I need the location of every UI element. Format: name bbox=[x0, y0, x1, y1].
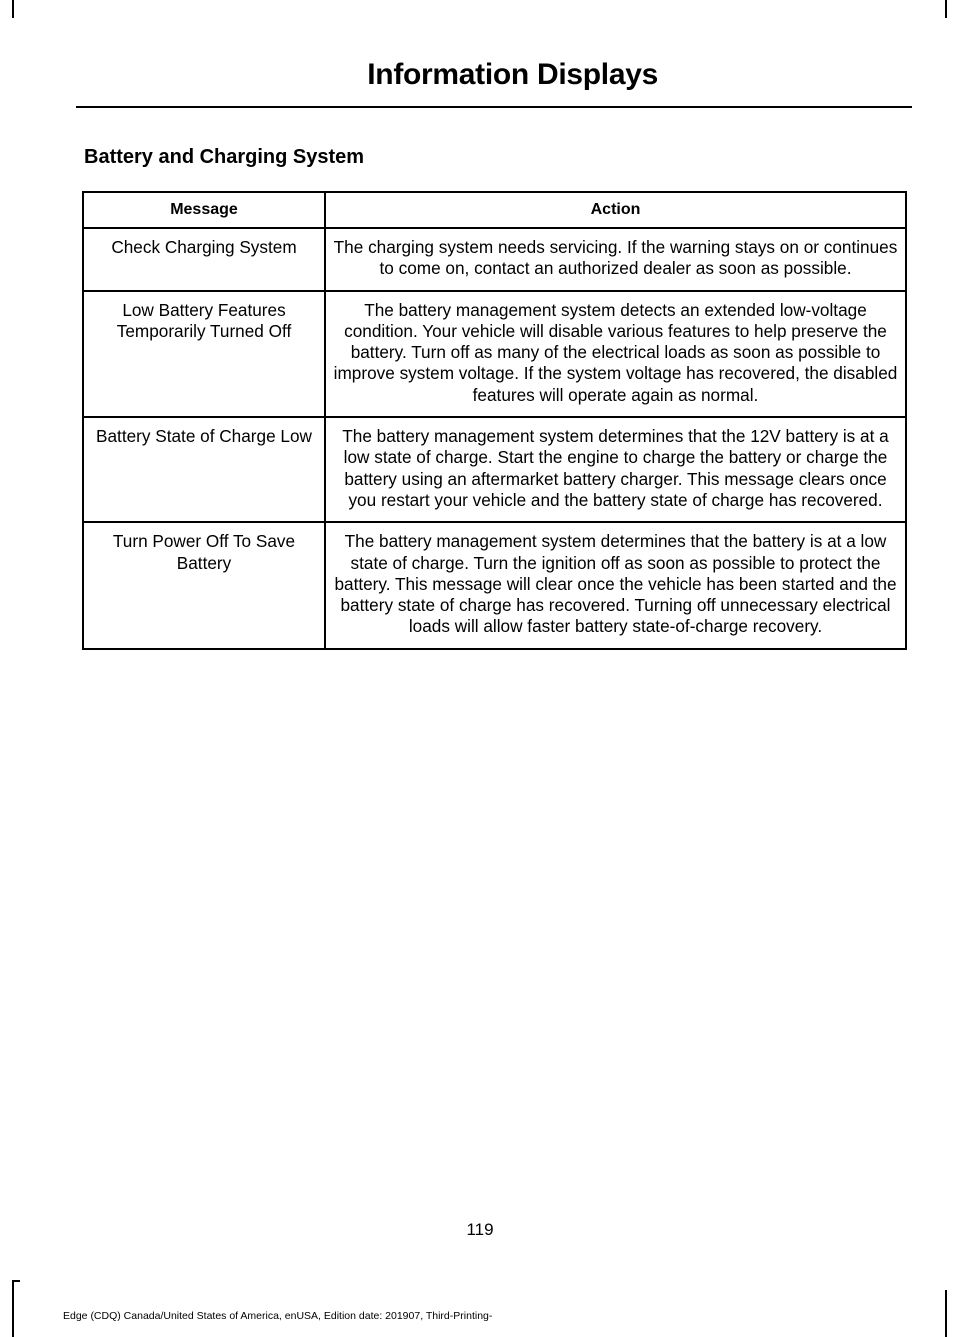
table-header-row bbox=[83, 192, 906, 228]
action-cell: The charging system needs servicing. If the warning stays on or continues to come on, contact an authorized dealer as soon as possible. bbox=[325, 228, 906, 291]
section-heading: Battery and Charging System bbox=[84, 146, 365, 168]
column-header-action: Action bbox=[325, 192, 906, 228]
edition-footer: Edge (CDQ) Canada/United States of America, enUSA, Edition date: 201907, Third-Printing- bbox=[63, 1310, 493, 1322]
message-cell: Check Charging System bbox=[83, 228, 325, 291]
action-cell: The battery management system determines that the battery is at a low state of charge. Turn the ignition off as soon as possible to protect the battery. This message will clear once the vehicle has been started and the battery state of charge has recovered. Turning off unnecessary electrical loads will allow faster battery state-of-charge recovery. bbox=[325, 522, 906, 648]
table-row bbox=[83, 522, 906, 648]
page-title: Information Displays bbox=[367, 58, 658, 91]
crop-mark bbox=[945, 0, 947, 18]
message-cell: Turn Power Off To Save Battery bbox=[83, 522, 325, 648]
table-row bbox=[83, 228, 906, 291]
crop-mark bbox=[12, 1280, 14, 1337]
crop-mark bbox=[945, 1290, 947, 1337]
crop-mark bbox=[12, 0, 14, 18]
header-divider bbox=[76, 106, 912, 108]
page-number: 119 bbox=[466, 1220, 494, 1239]
message-table bbox=[82, 191, 907, 650]
message-cell: Battery State of Charge Low bbox=[83, 417, 325, 522]
message-cell: Low Battery Features Temporarily Turned Off bbox=[83, 291, 325, 417]
column-header-message: Message bbox=[83, 192, 325, 228]
table-row bbox=[83, 417, 906, 522]
action-cell: The battery management system detects an extended low-voltage condition. Your vehicle will disable various features to help preserve the battery. Turn off as many of the electrical loads as soon as possible to improve system voltage. If the system voltage has recovered, the disabled features will operate again as normal. bbox=[325, 291, 906, 417]
action-cell: The battery management system determines that the 12V battery is at a low state of charge. Start the engine to charge the battery or charge the battery using an aftermarket battery charger. This message clears once you restart your vehicle and the battery state of charge has recovered. bbox=[325, 417, 906, 522]
table-row bbox=[83, 291, 906, 417]
crop-mark bbox=[12, 1280, 20, 1282]
